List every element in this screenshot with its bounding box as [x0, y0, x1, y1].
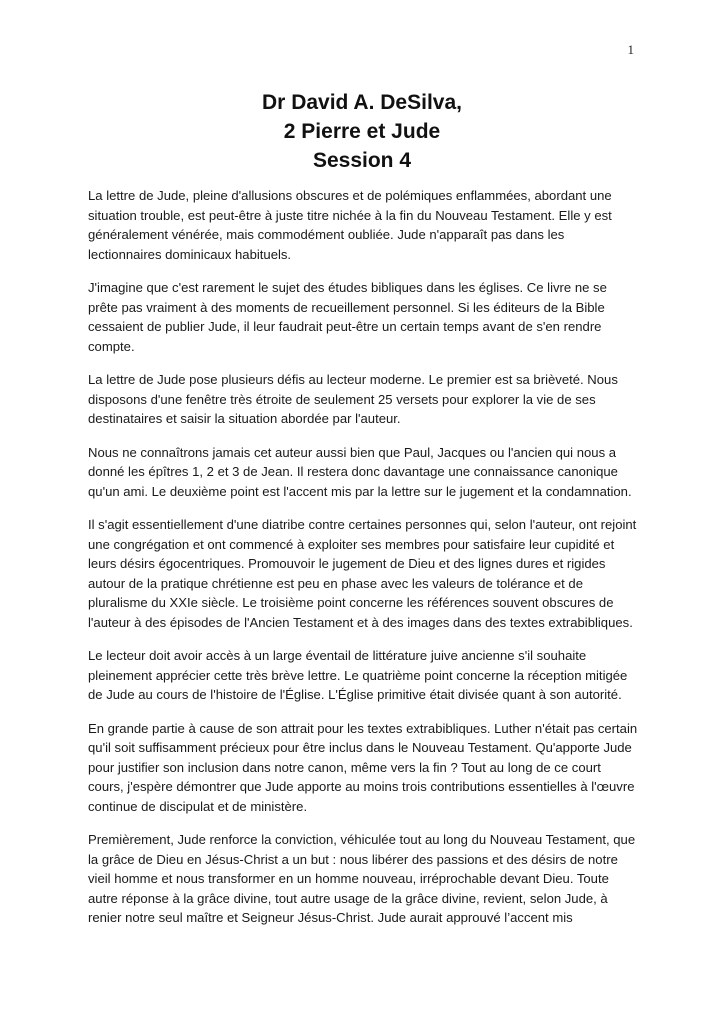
paragraph: La lettre de Jude pose plusieurs défis au lecteur moderne. Le premier est sa brièveté. Nous disposons d'une fenêtre très étroite de seulement 25 versets pour explorer la vie de ses destinataires et saisir la situation abordée par l'auteur. [88, 372, 618, 426]
title-book: 2 Pierre et Jude [283, 120, 441, 143]
paragraph: Il s'agit essentiellement d'une diatribe contre certaines personnes qui, selon l'auteur, ont rejoint une congrégation et ont commencé à exploiter ses membres pour satisfaire leur cupidité et leurs désirs égocentriques. Promouvoir le jugement de Dieu et des lignes dures et rigides autour de la pratique chrétienne est peu en phase avec les valeurs de tolérance et de pluralisme du XXIe siècle. Le troisième point concerne les références souvent obscures de l'auteur à des épisodes de l'Ancien Testament et à des images dans des textes extrabibliques. [88, 517, 637, 630]
title-author: Dr David A. DeSilva, [262, 91, 462, 114]
paragraph: J'imagine que c'est rarement le sujet des études bibliques dans les églises. Ce livre ne se prête pas vraiment à des moments de recueillement personnel. Si les éditeurs de la Bible cessaient de publier Jude, il leur faudrait peut-être un certain temps avant de s'en rendre compte. [88, 280, 607, 354]
paragraph: Nous ne connaîtrons jamais cet auteur aussi bien que Paul, Jacques ou l'ancien qui nous a donné les épîtres 1, 2 et 3 de Jean. Il restera donc davantage une connaissance canonique qu'un ami. Le deuxième point est l'accent mis par la lettre sur le jugement et la condamnation. [88, 444, 632, 499]
paragraph: Premièrement, Jude renforce la conviction, véhiculée tout au long du Nouveau Testament, que la grâce de Dieu en Jésus-Christ a un but : nous libérer des passions et des désirs de notre vieil homme et nous transformer en un homme nouveau, irréprochable devant Dieu. Toute autre réponse à la grâce divine, tout autre usage de la grâce divine, revient, selon Jude, à renier notre seul maître et Seigneur Jésus-Christ. Jude aurait approuvé l’accent mis [88, 832, 636, 925]
paragraph: En grande partie à cause de son attrait pour les textes extrabibliques. Luther n'était pas certain qu'il soit suffisamment précieux pour être inclus dans le Nouveau Testament. Qu'apporte Jude pour justifier son inclusion dans notre canon, même vers la fin ? Tout au long de ce court cours, j'espère démontrer que Jude apporte au moins trois contributions essentielles à l'œuvre continue de discipulat et de ministère. [88, 720, 638, 814]
body-text [88, 186, 640, 942]
paragraph: La lettre de Jude, pleine d'allusions obscures et de polémiques enflammées, abordant une situation trouble, est peut-être à juste titre nichée à la fin du Nouveau Testament. Elle y est généralement vénérée, mais commodément oubliée. Jude n'apparaît pas dans les lectionnaires dominicaux habituels. [88, 188, 612, 262]
paragraph: Le lecteur doit avoir accès à un large éventail de littérature juive ancienne s'il souhaite pleinement apprécier cette très brève lettre. Le quatrième point concerne la réception mitigée de Jude au cours de l'histoire de l'Église. L'Église primitive était divisée quant à son autorité. [88, 648, 628, 702]
document-title [0, 88, 724, 175]
page-number: 1 [627, 42, 634, 57]
title-session: Session 4 [312, 149, 412, 172]
